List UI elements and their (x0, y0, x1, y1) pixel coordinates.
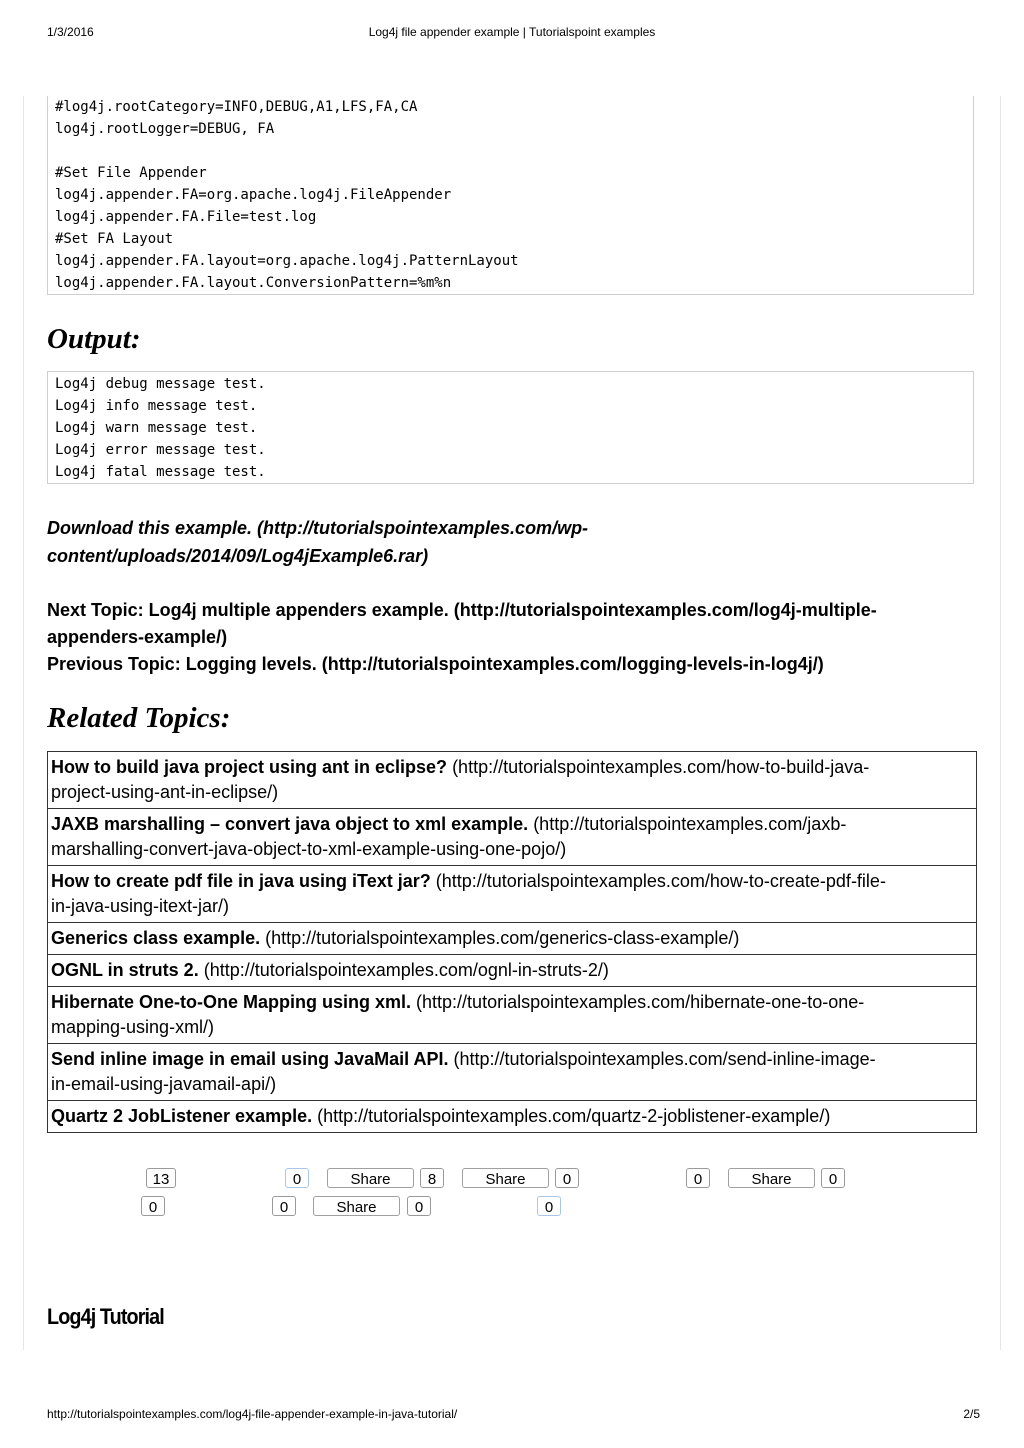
share-count[interactable]: 0 (686, 1168, 710, 1188)
table-row[interactable] (48, 809, 977, 866)
related-title: Hibernate One-to-One Mapping using xml. (51, 992, 412, 1012)
output-line: Log4j info message test. (55, 398, 258, 414)
related-item[interactable] (48, 752, 977, 809)
code-line: #log4j.rootCategory=INFO,DEBUG,A1,LFS,FA,CA (55, 99, 418, 115)
related-url-cont: in-email-using-javamail-api/) (51, 1074, 277, 1094)
related-item[interactable] (48, 866, 977, 923)
footer-page-number: 2/5 (963, 1407, 980, 1421)
share-count[interactable]: 0 (407, 1196, 431, 1216)
related-url-cont: mapping-using-xml/) (51, 1017, 215, 1037)
related-item[interactable] (48, 923, 977, 955)
output-line: Log4j fatal message test. (55, 464, 266, 480)
related-url-cont: in-java-using-itext-jar/) (51, 896, 230, 916)
related-item[interactable] (48, 1044, 977, 1101)
header-title: Log4j file appender example | Tutorialspoint examples (368, 25, 656, 39)
related-item[interactable] (48, 1101, 977, 1133)
share-count[interactable]: 13 (146, 1168, 176, 1188)
output-line: Log4j warn message test. (55, 420, 258, 436)
table-row[interactable] (48, 1044, 977, 1101)
right-border (1000, 96, 1001, 1350)
related-title: JAXB marshalling – convert java object to xml example. (51, 814, 529, 834)
related-url: (http://tutorialspointexamples.com/quartz-2-joblistener-example/) (312, 1106, 831, 1126)
share-count[interactable]: 8 (420, 1168, 444, 1188)
share-button[interactable]: Share (728, 1168, 815, 1188)
config-code-block (47, 96, 974, 295)
download-line-1: Download this example. (http://tutorialspointexamples.com/wp- (47, 518, 589, 538)
share-count[interactable]: 0 (555, 1168, 579, 1188)
related-title: Generics class example. (51, 928, 261, 948)
share-count[interactable]: 0 (272, 1196, 296, 1216)
output-code-block (47, 371, 974, 484)
related-topics-table (47, 751, 977, 1133)
related-heading: Related Topics: (47, 702, 231, 734)
related-url: (http://tutorialspointexamples.com/ognl-in-struts-2/) (198, 960, 609, 980)
table-row[interactable] (48, 987, 977, 1044)
code-line: log4j.appender.FA=org.apache.log4j.FileAppender (55, 187, 452, 203)
code-line: log4j.appender.FA.layout.ConversionPattern=%m%n (55, 275, 452, 291)
next-topic-line-2: appenders-example/) (47, 627, 228, 647)
output-line: Log4j debug message test. (55, 376, 266, 392)
code-line: log4j.rootLogger=DEBUG, FA (55, 121, 275, 137)
related-item[interactable] (48, 955, 977, 987)
share-button[interactable]: Share (462, 1168, 549, 1188)
output-line: Log4j error message test. (55, 442, 266, 458)
related-url: (http://tutorialspointexamples.com/jaxb- (528, 814, 847, 834)
related-title: How to create pdf file in java using iText jar? (51, 871, 431, 891)
related-item[interactable] (48, 809, 977, 866)
related-url: (http://tutorialspointexamples.com/how-to-create-pdf-file- (430, 871, 886, 891)
share-button[interactable]: Share (313, 1196, 400, 1216)
table-row[interactable] (48, 866, 977, 923)
share-count[interactable]: 0 (285, 1168, 309, 1188)
related-title: How to build java project using ant in eclipse? (51, 757, 448, 777)
share-count[interactable]: 0 (537, 1196, 561, 1216)
next-topic-line-1: Next Topic: Log4j multiple appenders example. (http://tutorialspointexamples.com/log4j-multiple- (47, 600, 877, 620)
code-line: log4j.appender.FA.layout=org.apache.log4j.PatternLayout (55, 253, 519, 269)
related-url: (http://tutorialspointexamples.com/hibernate-one-to-one- (411, 992, 865, 1012)
related-item[interactable] (48, 987, 977, 1044)
topic-navigation (47, 597, 977, 678)
related-title: OGNL in struts 2. (51, 960, 199, 980)
tutorial-heading: Log4j Tutorial (47, 1304, 164, 1329)
share-count[interactable]: 0 (141, 1196, 165, 1216)
download-link[interactable] (47, 514, 927, 570)
code-line: log4j.appender.FA.File=test.log (55, 209, 317, 225)
related-title: Send inline image in email using JavaMail API. (51, 1049, 449, 1069)
table-row[interactable] (48, 1101, 977, 1133)
output-heading: Output: (47, 323, 141, 355)
share-count[interactable]: 0 (821, 1168, 845, 1188)
next-topic-link[interactable] (47, 597, 977, 651)
related-url: (http://tutorialspointexamples.com/how-to-build-java- (447, 757, 870, 777)
related-url-cont: marshalling-convert-java-object-to-xml-example-using-one-pojo/) (51, 839, 567, 859)
related-url: (http://tutorialspointexamples.com/generics-class-example/) (260, 928, 740, 948)
table-row[interactable] (48, 955, 977, 987)
related-url: (http://tutorialspointexamples.com/send-inline-image- (448, 1049, 876, 1069)
footer-url: http://tutorialspointexamples.com/log4j-file-appender-example-in-java-tutorial/ (47, 1407, 458, 1421)
table-row[interactable] (48, 923, 977, 955)
share-button[interactable]: Share (327, 1168, 414, 1188)
left-border (23, 96, 24, 1350)
code-line (55, 140, 973, 162)
related-title: Quartz 2 JobListener example. (51, 1106, 313, 1126)
previous-topic-link[interactable]: Previous Topic: Logging levels. (http://tutorialspointexamples.com/logging-levels-in-log4j/) (47, 654, 824, 674)
table-row[interactable] (48, 752, 977, 809)
code-line: #Set File Appender (55, 165, 207, 181)
download-line-2: content/uploads/2014/09/Log4jExample6.rar) (47, 546, 429, 566)
related-url-cont: project-using-ant-in-eclipse/) (51, 782, 279, 802)
code-line: #Set FA Layout (55, 231, 174, 247)
header-date: 1/3/2016 (47, 25, 94, 39)
